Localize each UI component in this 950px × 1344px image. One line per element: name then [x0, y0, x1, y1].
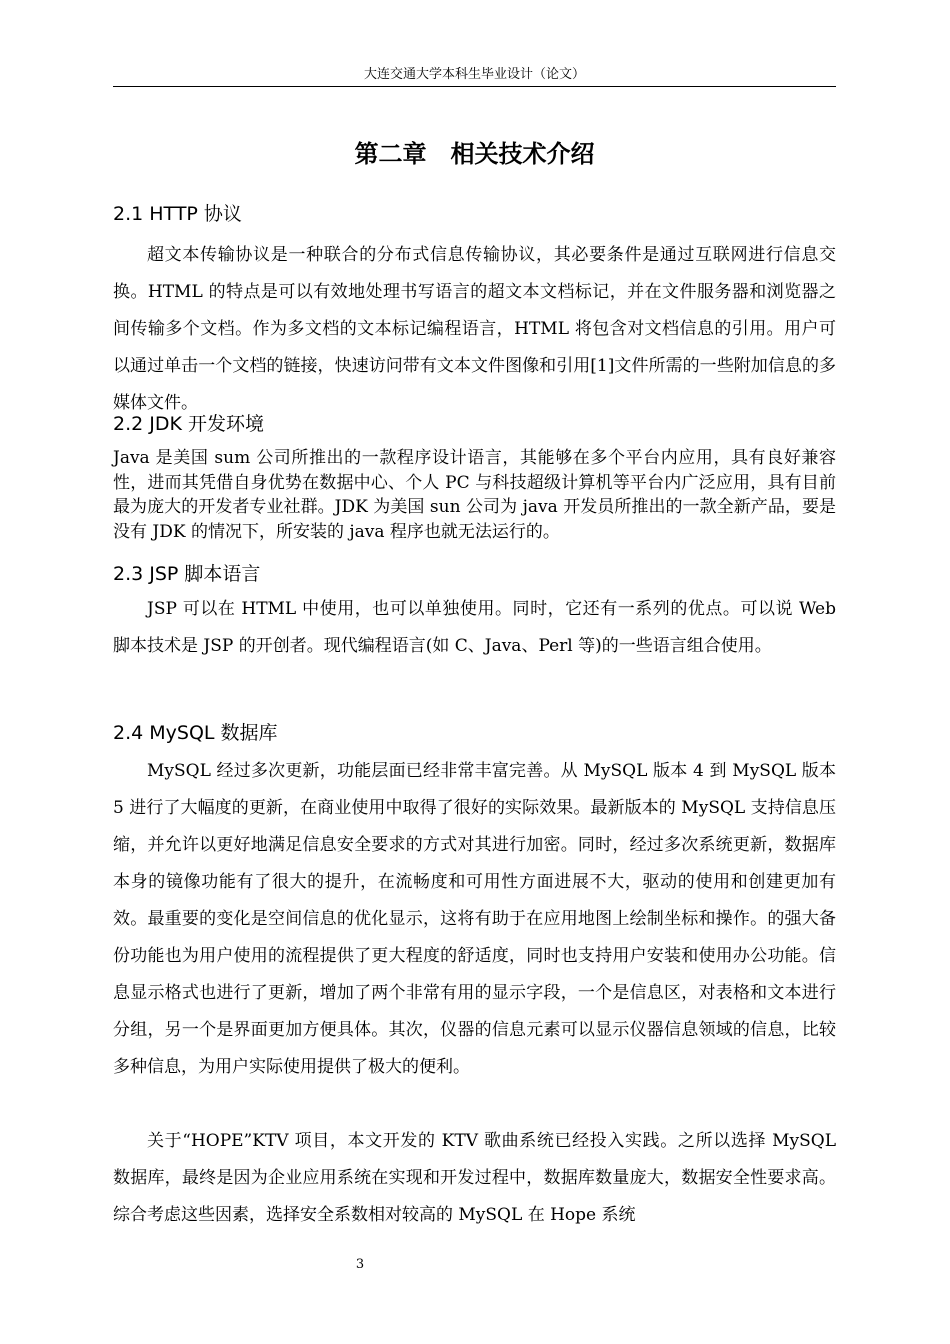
section-heading-2-2: 2.2 JDK 开发环境 [113, 413, 264, 435]
paragraph-2-4-2: 关于“HOPE”KTV 项目，本文开发的 KTV 歌曲系统已经投入实践。之所以选择 MySQL 数据库，最终是因为企业应用系统在实现和开发过程中，数据库数量庞大，数据安全性要求高。综合考虑这些因素，选择安全系数相对较高的 MySQL 在 Hope 系统 [113, 1131, 836, 1225]
paragraph-2-2: Java 是美国 sum 公司所推出的一款程序设计语言，其能够在多个平台内应用，具有良好兼容性，进而其凭借自身优势在数据中心、个人 PC 与科技超级计算机等平台内广泛应用，具有目前最为庞大的开发者专业社群。JDK 为美国 sun 公司为 java 开发员所推出的一款全新产品，要是没有 JDK 的情况下，所安装的 java 程序也就无法运行的。 [113, 448, 836, 542]
section-heading-2-1: 2.1 HTTP 协议 [113, 203, 242, 225]
paragraph-2-4-1: MySQL 经过多次更新，功能层面已经非常丰富完善。从 MySQL 版本 4 到 MySQL 版本 5 进行了大幅度的更新，在商业使用中取得了很好的实际效果。最新版本的 MySQL 支持信息压缩，并允许以更好地满足信息安全要求的方式对其进行加密。同时，经过多次系统更新，数据库本身的镜像功能有了很大的提升，在流畅度和可用性方面进展不大，驱动的使用和创建更加有效。最重要的变化是空间信息的优化显示，这将有助于在应用地图上绘制坐标和操作。的强大备份功能也为用户使用的流程提供了更大程度的舒适度，同时也支持用户安装和使用办公功能。信息显示格式也进行了更新，增加了两个非常有用的显示字段，一个是信息区，对表格和文本进行分组，另一个是界面更加方便具体。其次，仪器的信息元素可以显示仪器信息领域的信息，比较多种信息，为用户实际使用提供了极大的便利。 [113, 761, 836, 1077]
paragraph-2-1: 超文本传输协议是一种联合的分布式信息传输协议，其必要条件是通过互联网进行信息交换。HTML 的特点是可以有效地处理书写语言的超文本文档标记，并在文件服务器和浏览器之间传输多个文档。作为多文档的文本标记编程语言，HTML 将包含对文档信息的引用。用户可以通过单击一个文档的链接，快速访问带有文本文件图像和引用[1]文件所需的一些附加信息的多媒体文件。 [113, 245, 836, 413]
paragraph-2-3: JSP 可以在 HTML 中使用，也可以单独使用。同时，它还有一系列的优点。可以说 Web 脚本技术是 JSP 的开创者。现代编程语言(如 C、Java、Perl 等)的一些语言组合使用。 [113, 599, 836, 656]
running-header: 大连交通大学本科生毕业设计（论文） [363, 67, 585, 82]
chapter-title: 第二章 相关技术介绍 [354, 140, 595, 168]
section-heading-2-4: 2.4 MySQL 数据库 [113, 722, 278, 744]
page-number: 3 [355, 1257, 365, 1272]
section-heading-2-3: 2.3 JSP 脚本语言 [113, 563, 261, 585]
header-rule [113, 86, 836, 87]
